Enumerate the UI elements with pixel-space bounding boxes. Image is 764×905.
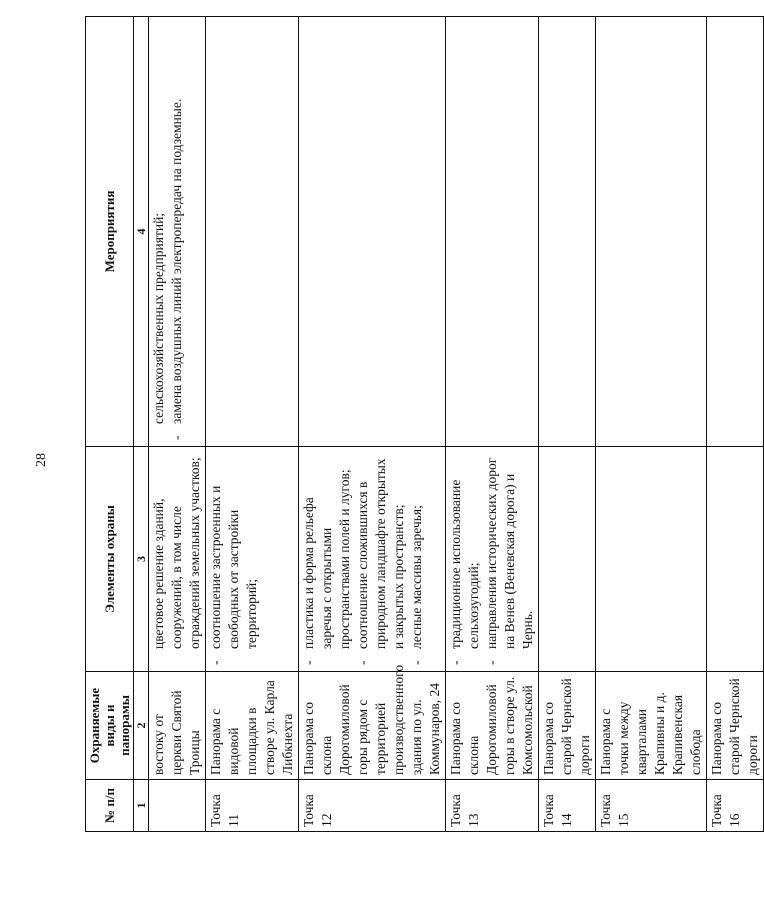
elements-cell — [149, 447, 206, 672]
measures-cell — [596, 17, 707, 447]
column-number: 1 — [134, 780, 149, 832]
table-row — [707, 17, 764, 832]
elements-cell — [539, 447, 596, 672]
measure-item: - замена воздушных линий электропередач на подземные. — [168, 21, 186, 442]
header-views: Охраняемые виды и панорамы — [86, 672, 134, 780]
header-elements: Элементы охраны — [86, 447, 134, 672]
header-measures: Мероприятия — [86, 17, 134, 447]
elements-cell — [596, 447, 707, 672]
column-number: 2 — [134, 672, 149, 780]
elements-cell — [707, 447, 764, 672]
row-number: Точка 16 — [707, 780, 764, 832]
column-number: 3 — [134, 447, 149, 672]
row-number: Точка 14 — [539, 780, 596, 832]
header-no: № п/п — [86, 780, 134, 832]
element-item: - традиционное использование сельхозугодий; — [447, 451, 483, 667]
measures-cell — [149, 17, 206, 447]
measures-cell — [539, 17, 596, 447]
view-cell: Панорама с видовой площадки в створе ул. Карла Либкнехта — [206, 672, 299, 780]
measures-cell — [707, 17, 764, 447]
element-item: - соотношение застроенных и свободных от застройки территорий; — [207, 451, 261, 667]
row-number — [149, 780, 206, 832]
view-cell: Панорама со старой Чернской дороги — [539, 672, 596, 780]
page-number: 28 — [34, 453, 49, 467]
element-item: - направления исторических дорог на Венев (Веневская дорога) и Чернь. — [483, 451, 537, 667]
measures-cell — [206, 17, 299, 447]
table-row — [596, 17, 707, 832]
element-item: - пластика и форма рельефа заречья с открытыми пространствами полей и лугов; — [300, 451, 354, 667]
table-row — [149, 17, 206, 832]
row-number: Точка 11 — [206, 780, 299, 832]
measure-item: сельскохозяйственных предприятий; — [151, 212, 166, 424]
view-cell: Панорама со склона Дорогомиловой горы в створе ул. Комсомольской — [446, 672, 539, 780]
table-row — [299, 17, 446, 832]
row-number: Точка 15 — [596, 780, 707, 832]
elements-cell — [299, 447, 446, 672]
measures-cell — [299, 17, 446, 447]
element-item: - лесные массивы заречья; — [408, 451, 426, 667]
column-numbers-row — [134, 17, 149, 832]
table-header-row — [86, 17, 134, 832]
protected-views-table — [85, 16, 764, 832]
element-item: цветовое решение зданий, сооружений, в том числе ограждений земельных участков; — [151, 457, 202, 649]
row-number: Точка 12 — [299, 780, 446, 832]
row-number: Точка 13 — [446, 780, 539, 832]
table-row — [206, 17, 299, 832]
column-number: 4 — [134, 17, 149, 447]
view-cell: Панорама со старой Чернской дороги — [707, 672, 764, 780]
element-item: - соотношение сложившихся в природном ландшафте открытых и закрытых пространств; — [354, 451, 408, 667]
view-cell: Панорама со склона Дорогомиловой горы рядом с территорией производственного здания по ул. Коммунаров, 24 — [299, 672, 446, 780]
table-row — [539, 17, 596, 832]
view-cell: Панорама с точки между кварталами Крапивны и д. Крапивенская слобода — [596, 672, 707, 780]
measures-cell — [446, 17, 539, 447]
elements-cell — [446, 447, 539, 672]
rotated-page-content — [85, 17, 760, 832]
view-cell: востоку от церкви Святой Троицы — [149, 672, 206, 780]
table-row — [446, 17, 539, 832]
elements-cell — [206, 447, 299, 672]
